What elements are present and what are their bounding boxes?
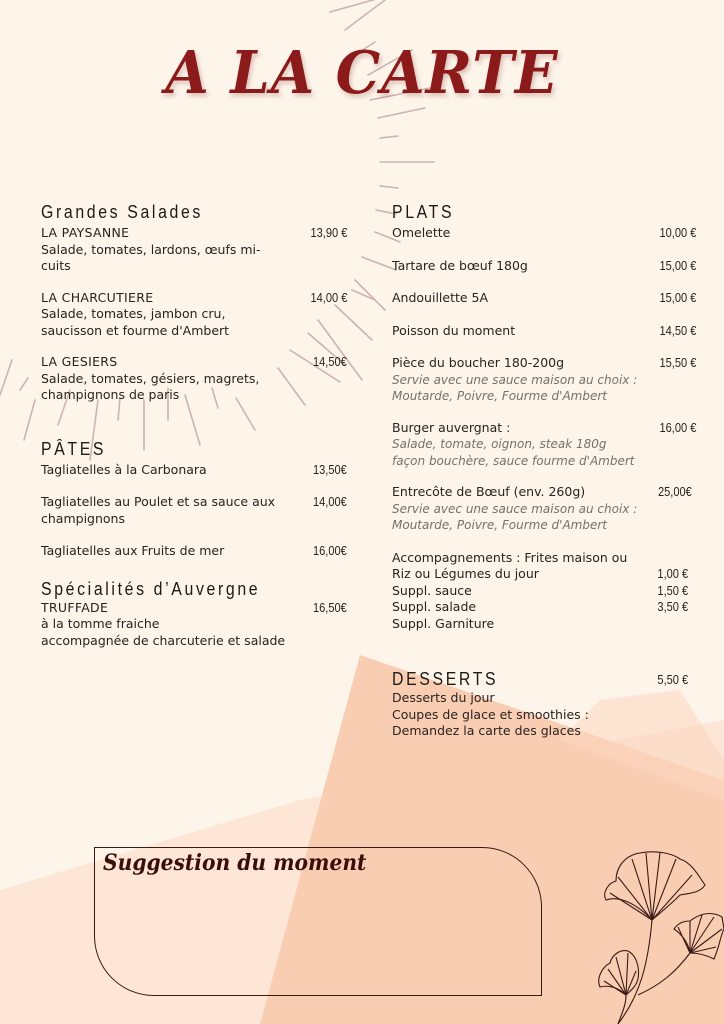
menu-item [392, 420, 696, 470]
menu-item [41, 290, 347, 340]
section-title-specialites: Spécialités d’Auvergne [41, 578, 261, 599]
extras-line [392, 616, 696, 633]
extras-line [392, 583, 696, 600]
item-name: Tartare de bœuf 180g [392, 257, 528, 273]
item-description: Salade, tomates, jambon cru, saucisson et fourme d'Ambert [41, 306, 230, 338]
extras-block [392, 550, 696, 633]
item-price: 16,00 € [659, 419, 696, 435]
item-price: 15,50 € [659, 355, 696, 370]
suggestion-title: Suggestion du moment [103, 850, 367, 876]
item-description: accompagnée de charcuterie et salade [41, 632, 286, 648]
item-name: Pièce du boucher 180-200g [392, 355, 565, 370]
section-title-pates: PÂTES [41, 438, 107, 459]
menu-item [392, 484, 696, 534]
item-name: TRUFFADE [41, 599, 109, 615]
page-title: A LA CARTE [165, 38, 559, 108]
item-name: Tagliatelles au Poulet et sa sauce aux champignons [41, 494, 276, 526]
item-name: LA GESIERS [41, 354, 118, 369]
item-description: à la tomme fraiche [41, 616, 160, 631]
menu-item [392, 323, 696, 340]
item-name: Poisson du moment [392, 322, 516, 338]
extras-text: Suppl. Garniture [392, 615, 495, 631]
extras-line [392, 599, 696, 616]
item-description: façon bouchère, sauce fourme d'Ambert [392, 453, 635, 468]
menu-item [41, 354, 347, 404]
extras-text: Riz ou Légumes du jour [392, 566, 539, 581]
item-price: 14,00€ [313, 494, 347, 509]
extras-price: 1,50 € [657, 582, 688, 598]
dessert-line: Coupes de glace et smoothies : [392, 706, 589, 722]
item-description: Salade, tomates, lardons, œufs mi-cuits [41, 241, 261, 273]
item-description: Salade, tomates, gésiers, magrets, champignons de paris [41, 370, 260, 402]
item-price: 14,50€ [313, 354, 347, 369]
item-price: 16,00€ [313, 543, 347, 558]
section-title-plats: PLATS [392, 202, 455, 222]
left-column [41, 201, 347, 649]
menu-item [392, 225, 696, 242]
item-description: Servie avec une sauce maison au choix : [392, 501, 638, 516]
item-price: 13,90 € [310, 225, 347, 240]
item-price: 14,00 € [310, 289, 347, 305]
menu-item [41, 600, 347, 650]
item-name: LA PAYSANNE [41, 225, 130, 240]
item-price: 13,50€ [313, 461, 347, 477]
item-price: 15,00 € [659, 290, 696, 305]
item-price: 14,50 € [659, 322, 696, 338]
right-column [392, 201, 696, 740]
item-name: Tagliatelles à la Carbonara [41, 461, 207, 477]
item-price: 10,00 € [659, 225, 696, 240]
ginkgo-leaf-icon [580, 845, 724, 1024]
item-price: 16,50€ [313, 599, 347, 615]
item-price: 15,00 € [659, 257, 696, 273]
menu-item [392, 258, 696, 275]
item-description: Salade, tomate, oignon, steak 180g [392, 437, 607, 451]
suggestion-box [94, 847, 542, 996]
item-name: Burger auvergnat : [392, 419, 511, 435]
item-name: Andouillette 5A [392, 290, 489, 305]
desserts-section [392, 668, 696, 740]
menu-item [41, 225, 347, 275]
menu-item [41, 543, 347, 560]
extras-text: Suppl. salade [392, 599, 477, 614]
extras-price: 3,50 € [657, 599, 688, 614]
item-name: Omelette [392, 225, 451, 240]
menu-item [41, 494, 347, 527]
item-description: Moutarde, Poivre, Fourme d'Ambert [392, 518, 608, 532]
item-price: 5,50 € [657, 672, 688, 687]
extras-price: 1,00 € [657, 566, 688, 581]
dessert-line: Demandez la carte des glaces [392, 723, 581, 738]
item-description: Moutarde, Poivre, Fourme d'Ambert [392, 389, 608, 403]
section-title-salades: Grandes Salades [41, 202, 204, 222]
item-name: Tagliatelles aux Fruits de mer [41, 543, 225, 558]
section-title-desserts: DESSERTS [392, 669, 499, 689]
dessert-line: Desserts du jour [392, 690, 495, 705]
item-name: Entrecôte de Bœuf (env. 260g) [392, 484, 586, 499]
item-description: Servie avec une sauce maison au choix : [392, 372, 638, 387]
extras-text: Accompagnements : Frites maison ou [392, 549, 628, 565]
menu-item [392, 290, 696, 307]
menu-item [392, 355, 696, 405]
extras-text: Suppl. sauce [392, 582, 472, 598]
extras-line [392, 550, 696, 567]
extras-line [392, 566, 696, 583]
menu-item [41, 462, 347, 479]
item-name: LA CHARCUTIERE [41, 289, 154, 305]
item-price: 25,00€ [658, 484, 692, 499]
